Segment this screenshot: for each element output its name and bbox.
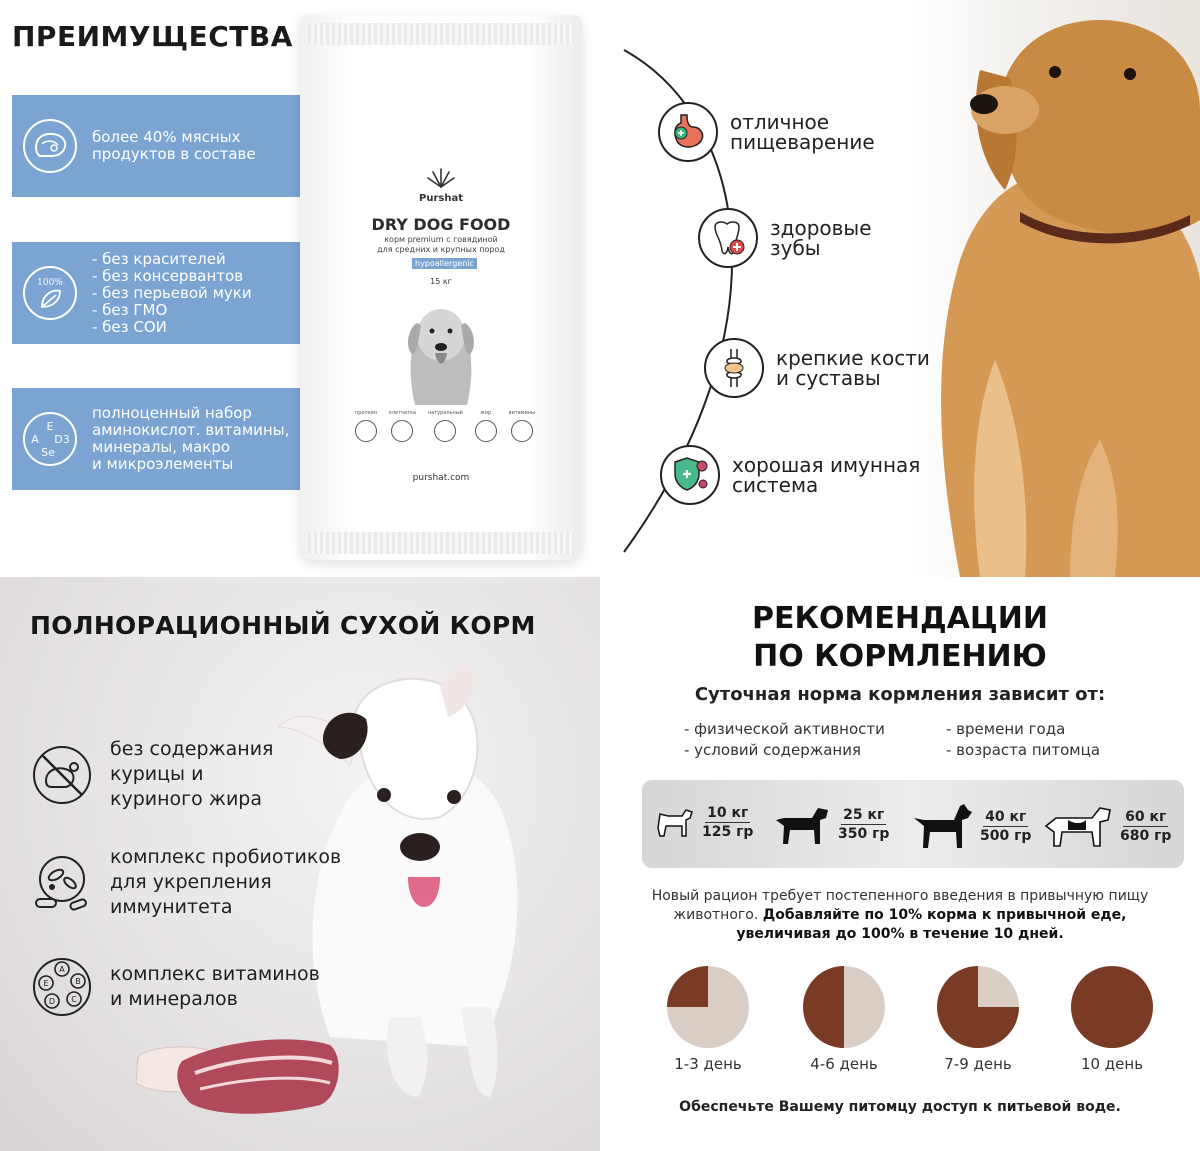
weight-kg: 40 кг <box>985 808 1027 825</box>
vitamin-letter: A <box>31 433 39 446</box>
food-bag <box>300 15 582 560</box>
bag-seal-bottom <box>308 532 574 554</box>
vitamin-complex-icon <box>30 955 94 1019</box>
day-label: 1-3 день <box>674 1055 742 1073</box>
benefit-line: аминокислот. витамины, <box>92 421 290 439</box>
item-line: без содержания <box>110 738 274 760</box>
item-vitamins <box>30 955 320 1019</box>
benefit-line: минералы, макро <box>92 438 231 456</box>
daily-norm-subtitle: Суточная норма кормления зависит от: <box>694 684 1106 705</box>
benefit-line: продуктов в составе <box>92 145 256 163</box>
transition-note <box>630 887 1170 944</box>
bag-icon-row <box>355 410 535 442</box>
natural-100-icon <box>22 265 78 321</box>
svg-text:B: B <box>75 977 81 986</box>
complete-food-title: ПОЛНОРАЦИОННЫЙ СУХОЙ КОРМ <box>30 611 536 640</box>
no-chicken-icon <box>30 743 94 807</box>
large-dog-icon <box>912 802 974 850</box>
benefit-line: - без перьевой муки <box>92 283 252 302</box>
vitamin-letter: Se <box>41 446 55 459</box>
feature-line: здоровые <box>770 216 872 240</box>
weight-grams: 350 гр <box>838 825 890 842</box>
bag-subtitle: для средних и крупных пород <box>377 245 505 254</box>
feature-line: и суставы <box>776 366 881 390</box>
shield-virus-icon <box>669 454 711 496</box>
bag-weight: 15 кг <box>430 277 452 286</box>
vitamins-icon <box>22 411 78 467</box>
benefit-natural <box>12 242 304 344</box>
weight-group <box>772 802 889 846</box>
bag-icon-label: витамины <box>508 410 535 416</box>
item-line: комплекс витаминов <box>110 963 320 985</box>
health-benefits-panel <box>600 0 1200 577</box>
new-food-wedge <box>803 966 844 1048</box>
natural-icon <box>434 420 456 442</box>
new-food-wedge <box>1071 966 1153 1048</box>
kibble-mix-day-4-6 <box>802 965 886 1049</box>
advantages-panel <box>0 0 600 577</box>
bone-joint-icon <box>713 347 755 389</box>
benefit-line: полноценный набор <box>92 404 252 422</box>
feature-line: крепкие кости <box>776 346 930 370</box>
day-label: 4-6 день <box>810 1055 878 1073</box>
transition-note-plain: Новый рацион требует постепенного введения в привычную пищу животного. <box>651 888 1149 923</box>
svg-text:E: E <box>43 979 49 988</box>
weight-grams: 125 гр <box>702 823 754 840</box>
giant-dog-icon <box>1042 802 1114 850</box>
weight-grams: 500 гр <box>980 827 1032 844</box>
weight-grams: 680 гр <box>1120 827 1172 844</box>
feature-teeth <box>698 208 872 268</box>
vitamin-letter: E <box>46 420 54 433</box>
weight-group <box>912 802 1031 850</box>
recommendations-title-line1: РЕКОМЕНДАЦИИ <box>752 601 1048 636</box>
weight-kg: 60 кг <box>1125 808 1167 825</box>
complete-food-panel <box>0 577 600 1151</box>
item-line: иммунитета <box>110 896 233 918</box>
item-probiotics <box>30 845 341 920</box>
kibble-mix-day-7-9 <box>936 965 1020 1049</box>
weight-group <box>652 802 753 842</box>
water-access-footer: Обеспечьте Вашему питомцу доступ к питьевой воде. <box>679 1099 1121 1115</box>
weight-group <box>1042 802 1171 850</box>
factors-right <box>946 719 1100 761</box>
feature-line: отличное <box>730 110 830 134</box>
factor-item: - физической активности <box>684 720 885 738</box>
new-food-wedge <box>667 966 708 1007</box>
vitamins-mini-icon <box>511 420 533 442</box>
small-dog-icon <box>652 802 696 842</box>
item-line: комплекс пробиотиков <box>110 846 342 868</box>
fiber-icon <box>391 420 413 442</box>
bag-icon-label: натуральный <box>427 410 463 416</box>
bag-product-name: DRY DOG FOOD <box>371 215 511 234</box>
fat-drop-icon <box>475 420 497 442</box>
brand-logo-icon <box>425 165 457 189</box>
factors-left <box>684 719 885 761</box>
benefit-meat <box>12 95 304 197</box>
benefit-line: - без СОИ <box>92 317 167 336</box>
item-no-chicken <box>30 737 273 812</box>
benefit-line: - без ГМО <box>92 300 168 319</box>
medium-dog-icon <box>772 802 832 846</box>
feature-line: хорошая имунная <box>732 453 921 477</box>
feeding-recommendations-panel <box>600 577 1200 1151</box>
vitamin-letter: D3 <box>54 433 70 446</box>
kibble-mix-day-10 <box>1070 965 1154 1049</box>
benefit-line: более 40% мясных <box>92 128 241 146</box>
benefit-line: - без красителей <box>92 249 226 268</box>
feature-line: пищеварение <box>730 130 875 154</box>
svg-text:D: D <box>48 997 56 1006</box>
factor-item: - времени года <box>946 720 1066 738</box>
feature-line: система <box>732 473 819 497</box>
stomach-icon <box>667 111 709 153</box>
item-line: для укрепления <box>110 871 272 893</box>
feature-bones <box>704 338 930 398</box>
bag-subtitle: корм premium с говядиной <box>384 235 498 244</box>
item-line: куриного жира <box>110 788 262 810</box>
bag-icon-label: клетчатка <box>388 410 417 416</box>
benefit-line: - без консервантов <box>92 266 244 285</box>
meat-icon <box>22 118 78 174</box>
day-label: 7-9 день <box>944 1055 1012 1073</box>
transition-note-bold: Добавляйте по 10% корма к привычной еде, увеличивая до 100% в течение 10 дней. <box>736 907 1127 942</box>
kibble-mix-day-1-3 <box>666 965 750 1049</box>
golden-retriever-illustration <box>941 20 1200 577</box>
benefit-line: и микроэлементы <box>92 455 234 473</box>
factor-item: - возраста питомца <box>946 741 1101 759</box>
svg-text:C: C <box>71 995 77 1004</box>
probiotics-icon <box>30 851 94 915</box>
bag-icon-label: жир <box>480 410 492 416</box>
item-line: курицы и <box>110 763 204 785</box>
feature-immunity <box>660 445 920 505</box>
feature-line: зубы <box>770 236 821 260</box>
benefit-vitamins <box>12 388 304 490</box>
advantages-title: ПРЕИМУЩЕСТВА <box>12 20 293 53</box>
recommendations-title-line2: ПО КОРМЛЕНИЮ <box>753 639 1047 674</box>
raw-meat-illustration <box>136 1039 339 1113</box>
feature-digestion <box>658 102 875 162</box>
protein-icon <box>355 420 377 442</box>
factor-item: - условий содержания <box>684 741 862 759</box>
tooth-icon <box>707 217 749 259</box>
bag-brand: Purshat <box>419 193 463 204</box>
day-label: 10 день <box>1080 1055 1144 1073</box>
bag-icon-label: протеин <box>355 410 378 416</box>
bag-website: purshat.com <box>412 473 470 483</box>
svg-text:A: A <box>59 965 65 974</box>
bag-seal-top <box>308 23 574 45</box>
hypoallergenic-badge: hypoallergenic <box>412 258 477 269</box>
weight-kg: 10 кг <box>707 804 749 821</box>
labrador-illustration <box>385 293 497 405</box>
natural-100-text: 100% <box>37 278 63 288</box>
weight-table <box>642 780 1184 868</box>
weight-kg: 25 кг <box>843 806 885 823</box>
item-line: и минералов <box>110 988 238 1010</box>
